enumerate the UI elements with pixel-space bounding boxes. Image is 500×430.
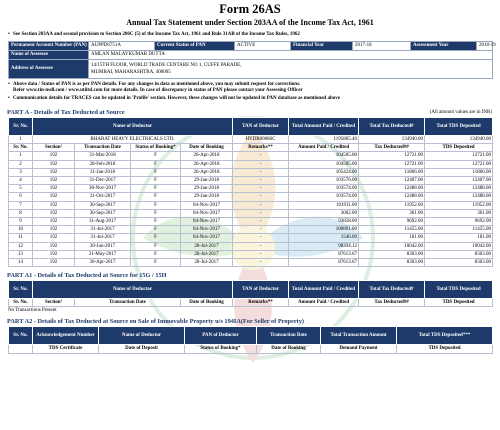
txn-booking-date: 04-Nov-2017 xyxy=(181,209,233,217)
txn-booking-date: 28-Jul-2017 xyxy=(181,250,233,258)
part-a1-header-amount-paid: Total Amount Paid / Credited xyxy=(289,281,359,299)
part-a1-header-srno: Sr. No. xyxy=(9,281,33,299)
part-a-sub-tax-deducted: Tax Deducted## xyxy=(359,144,425,152)
txn-date: 30-Sep-2017 xyxy=(75,209,131,217)
transaction-row xyxy=(9,234,493,242)
txn-amount-paid: 100891.00 xyxy=(289,226,359,234)
transaction-row xyxy=(9,201,493,209)
txn-status: F xyxy=(131,201,181,209)
part-a1-no-transactions: No Transactions Present xyxy=(8,308,57,314)
part-a2-header-tds-deposited: Total TDS Deposited*** xyxy=(397,327,493,345)
transaction-row xyxy=(9,259,493,267)
txn-booking-date: 26-Apr-2018 xyxy=(181,152,233,160)
txn-tds-deposited: 12407.00 xyxy=(425,177,493,185)
part-a-sub-amount-paid: Amount Paid / Credited xyxy=(289,144,359,152)
txn-srno: 8 xyxy=(9,209,33,217)
financial-year-label: Financial Year xyxy=(291,42,353,51)
txn-remarks: - xyxy=(233,234,289,242)
txn-amount-paid: 1546.00 xyxy=(289,234,359,242)
transaction-row xyxy=(9,177,493,185)
txn-srno: 3 xyxy=(9,168,33,176)
txn-srno: 2 xyxy=(9,160,33,168)
txn-remarks: - xyxy=(233,193,289,201)
part-a2-sub-blank xyxy=(9,345,33,353)
txn-section: 192 xyxy=(33,201,75,209)
txn-srno: 13 xyxy=(9,250,33,258)
txn-booking-date: 04-Nov-2017 xyxy=(181,234,233,242)
txn-remarks: - xyxy=(233,152,289,160)
inr-note: (All amount values are in INR) xyxy=(429,110,492,115)
part-a2-table xyxy=(8,326,493,353)
form-title: Form 26AS xyxy=(219,2,281,16)
transaction-row xyxy=(9,218,493,226)
pan-details-table xyxy=(8,41,496,79)
see-section-note: • See Section 203AA and second provision to Section 206C (5) of the Income Tax Act, 1961 and Rule 31AB of the Income Tax Rules, 1962 xyxy=(8,32,300,37)
part-a-sub-transaction-date: Transaction Date xyxy=(75,144,131,152)
txn-date: 30-Nov-2017 xyxy=(75,185,131,193)
txn-tds-deposited: 12488.00 xyxy=(425,185,493,193)
assessee-address-label: Address of Assessee xyxy=(9,60,89,79)
txn-status: F xyxy=(131,250,181,258)
pan-status-label: Current Status of PAN xyxy=(155,42,235,51)
statement-subtitle: Annual Tax Statement under Section 203AA of the Income Tax Act, 1961 xyxy=(126,18,374,27)
txn-tax-deducted: 11952.00 xyxy=(359,201,425,209)
txn-srno: 4 xyxy=(9,177,33,185)
txn-tds-deposited: 12721.00 xyxy=(425,152,493,160)
transaction-row xyxy=(9,152,493,160)
txn-booking-date: 29-Jan-2018 xyxy=(181,185,233,193)
part-a-title: PART A - Details of Tax Deducted at Source xyxy=(7,109,125,116)
txn-status: F xyxy=(131,193,181,201)
part-a-header-srno: Sr. No. xyxy=(9,118,33,136)
txn-tds-deposited: 11455.00 xyxy=(425,226,493,234)
txn-remarks: - xyxy=(233,209,289,217)
part-a-sub-status: Status of Booking* xyxy=(131,144,181,152)
txn-section: 192 xyxy=(33,242,75,250)
assessee-name-label: Name of Assessee xyxy=(9,51,89,60)
txn-amount-paid: 104505.00 xyxy=(289,160,359,168)
part-a1-sub-tax-deducted: Tax Deducted## xyxy=(359,299,425,307)
txn-section: 192 xyxy=(33,209,75,217)
txn-tax-deducted: 11866.00 xyxy=(359,168,425,176)
deductor-tax-deducted: 134940.00 xyxy=(359,136,425,144)
part-a2-header-transaction-amount: Total Transaction Amount xyxy=(321,327,397,345)
part-a2-sub-demand-payment: Demand Payment xyxy=(321,345,397,353)
txn-remarks: - xyxy=(233,201,289,209)
txn-date: 31-Jul-2017 xyxy=(75,226,131,234)
txn-remarks: - xyxy=(233,185,289,193)
part-a1-sub-amount-paid: Amount Paid / Credited xyxy=(289,299,359,307)
txn-status: F xyxy=(131,177,181,185)
txn-date: 31-Jan-2018 xyxy=(75,168,131,176)
part-a2-header-srno: Sr. No. xyxy=(9,327,33,345)
txn-remarks: - xyxy=(233,168,289,176)
txn-remarks: - xyxy=(233,218,289,226)
txn-status: F xyxy=(131,234,181,242)
part-a1-sub-transaction-date: Transaction Date xyxy=(75,299,181,307)
part-a-sub-remarks: Remarks** xyxy=(233,144,289,152)
transaction-row xyxy=(9,160,493,168)
part-a2-sub-date-of-deposit: Date of Deposit xyxy=(99,345,185,353)
transaction-row xyxy=(9,168,493,176)
txn-tax-deducted: 12488.00 xyxy=(359,193,425,201)
txn-tds-deposited: 361.00 xyxy=(425,209,493,217)
part-a1-sub-section: Section¹ xyxy=(33,299,75,307)
assessee-address-value xyxy=(89,60,493,79)
txn-tax-deducted: 12721.00 xyxy=(359,160,425,168)
part-a-header-amount-paid: Total Amount Paid / Credited xyxy=(289,118,359,136)
txn-amount-paid: 103574.00 xyxy=(289,185,359,193)
txn-tax-deducted: 12407.00 xyxy=(359,177,425,185)
txn-tds-deposited: 181.00 xyxy=(425,234,493,242)
transaction-row xyxy=(9,250,493,258)
txn-tax-deducted: 12721.00 xyxy=(359,152,425,160)
txn-tds-deposited: 12721.00 xyxy=(425,160,493,168)
transaction-row xyxy=(9,242,493,250)
txn-date: 31-May-2017 xyxy=(75,250,131,258)
txn-tds-deposited: 8303.00 xyxy=(425,250,493,258)
txn-date: 31-Oct-2017 xyxy=(75,193,131,201)
txn-srno: 1 xyxy=(9,152,33,160)
txn-tax-deducted: 10042.00 xyxy=(359,242,425,250)
part-a2-header-transaction-date: Transaction Date xyxy=(257,327,321,345)
part-a1-table xyxy=(8,280,493,307)
txn-booking-date: 28-Jul-2017 xyxy=(181,259,233,267)
txn-date: 31-Aug-2017 xyxy=(75,218,131,226)
financial-year-value: 2017-18 xyxy=(353,42,411,51)
txn-remarks: - xyxy=(233,160,289,168)
txn-booking-date: 26-Apr-2018 xyxy=(181,160,233,168)
part-a2-sub-tds-certificate: TDS Certificate xyxy=(33,345,99,353)
txn-status: F xyxy=(131,160,181,168)
txn-section: 192 xyxy=(33,218,75,226)
txn-booking-date: 04-Nov-2017 xyxy=(181,226,233,234)
txn-booking-date: 26-Apr-2018 xyxy=(181,168,233,176)
txn-remarks: - xyxy=(233,250,289,258)
txn-remarks: - xyxy=(233,242,289,250)
txn-section: 192 xyxy=(33,185,75,193)
part-a-subheader-row xyxy=(9,144,493,152)
txn-date: 30-Sep-2017 xyxy=(75,201,131,209)
txn-tds-deposited: 10042.00 xyxy=(425,242,493,250)
pan-data-note: • Above data / Status of PAN is as per PAN details. For any changes in data as mentioned above, you may submit request for corrections. xyxy=(8,82,301,87)
txn-amount-paid: 105424.00 xyxy=(289,168,359,176)
txn-tax-deducted: 181.00 xyxy=(359,234,425,242)
part-a1-header-deductor-name: Name of Deductor xyxy=(33,281,233,299)
see-section-text: See Section 203AA and second provision to Section 206C (5) of the Income Tax Act, 1961 and Rule 31AB of the Income Tax Rules, 1962 xyxy=(13,32,300,37)
txn-date: 30-Apr-2017 xyxy=(75,259,131,267)
part-a-sub-booking-date: Date of Booking xyxy=(181,144,233,152)
part-a1-header-tds-deposited: Total TDS Deposited xyxy=(425,281,493,299)
txn-tax-deducted: 361.00 xyxy=(359,209,425,217)
txn-tds-deposited: 9692.00 xyxy=(425,218,493,226)
txn-amount-paid: 103574.00 xyxy=(289,193,359,201)
txn-tds-deposited: 11866.00 xyxy=(425,168,493,176)
txn-date: 30-Jun-2017 xyxy=(75,242,131,250)
part-a1-header-tax-deducted: Total Tax Deducted# xyxy=(359,281,425,299)
txn-section: 192 xyxy=(33,226,75,234)
part-a-sub-section: Section¹ xyxy=(33,144,75,152)
txn-tax-deducted: 9692.00 xyxy=(359,218,425,226)
txn-srno: 12 xyxy=(9,242,33,250)
txn-section: 192 xyxy=(33,152,75,160)
txn-booking-date: 28-Jul-2017 xyxy=(181,242,233,250)
txn-status: F xyxy=(131,185,181,193)
txn-status: F xyxy=(131,168,181,176)
part-a1-header-tan: TAN of Deductor xyxy=(233,281,289,299)
part-a1-sub-booking-date: Date of Booking xyxy=(181,299,233,307)
txn-srno: 10 xyxy=(9,226,33,234)
txn-amount-paid: 101911.00 xyxy=(289,201,359,209)
part-a2-header-ack-number: Acknowledgement Number xyxy=(33,327,99,345)
deductor-amount-paid: 1195805.46 xyxy=(289,136,359,144)
txn-booking-date: 29-Jan-2018 xyxy=(181,193,233,201)
deductor-tds-deposited: 134940.00 xyxy=(425,136,493,144)
part-a1-subheader-row xyxy=(9,299,493,307)
part-a-header-deductor-name: Name of Deductor xyxy=(33,118,233,136)
txn-remarks: - xyxy=(233,259,289,267)
txn-status: F xyxy=(131,152,181,160)
part-a-header-tds-deposited: Total TDS Deposited xyxy=(425,118,493,136)
part-a2-header-deductor-pan: PAN of Deductor xyxy=(185,327,257,345)
transaction-row xyxy=(9,226,493,234)
txn-srno: 14 xyxy=(9,259,33,267)
pan-value: AUPPD6751A xyxy=(89,42,155,51)
transaction-row xyxy=(9,185,493,193)
txn-date: 31-Mar-2018 xyxy=(75,152,131,160)
txn-status: F xyxy=(131,226,181,234)
txn-tax-deducted: 8303.00 xyxy=(359,250,425,258)
communication-note-text: Communication details for TRACES can be updated in 'Profile' section. However, these changes will not be updated in PAN database as mentioned above xyxy=(13,96,340,101)
txn-booking-date: 29-Jan-2018 xyxy=(181,177,233,185)
txn-date: 28-Feb-2018 xyxy=(75,160,131,168)
txn-status: F xyxy=(131,209,181,217)
txn-section: 192 xyxy=(33,259,75,267)
part-a1-sub-remarks: Remarks** xyxy=(233,299,289,307)
communication-note: • Communication details for TRACES can be updated in 'Profile' section. However, these changes will not be updated in PAN database as mentioned above xyxy=(8,96,340,101)
txn-remarks: - xyxy=(233,177,289,185)
txn-amount-paid: 87613.67 xyxy=(289,259,359,267)
txn-srno: 11 xyxy=(9,234,33,242)
txn-status: F xyxy=(131,218,181,226)
part-a-sub-tds-deposited: TDS Deposited xyxy=(425,144,493,152)
txn-srno: 7 xyxy=(9,201,33,209)
txn-remarks: - xyxy=(233,226,289,234)
txn-tds-deposited: 8303.00 xyxy=(425,259,493,267)
txn-amount-paid: 93858.00 xyxy=(289,218,359,226)
txn-section: 192 xyxy=(33,234,75,242)
txn-booking-date: 04-Nov-2017 xyxy=(181,218,233,226)
transaction-row xyxy=(9,209,493,217)
assessee-name-value: AMLAN MALAYKUMAR DUTTA xyxy=(89,51,493,60)
txn-tax-deducted: 12488.00 xyxy=(359,185,425,193)
txn-srno: 5 xyxy=(9,185,33,193)
transaction-row xyxy=(9,193,493,201)
part-a1-title: PART A1 - Details of Tax Deducted at Source for 15G / 15H xyxy=(7,272,167,280)
txn-srno: 6 xyxy=(9,193,33,201)
txn-section: 192 xyxy=(33,250,75,258)
txn-tds-deposited: 12488.00 xyxy=(425,193,493,201)
address-line-2: MUMBAI, MAHARASHTRA, 400005 xyxy=(91,70,171,75)
part-a-header-tan: TAN of Deductor xyxy=(233,118,289,136)
txn-booking-date: 04-Nov-2017 xyxy=(181,201,233,209)
deductor-name: BHARAT HEAVY ELECTRICALS LTD. xyxy=(33,136,233,144)
part-a2-sub-tds-deposited: TDS Deposited xyxy=(397,345,493,353)
part-a2-title: PART A2 - Details of Tax Deducted at Source on Sale of Immovable Property u/s 194IA(For Seller of Property) xyxy=(7,318,304,326)
deductor-tan: HYDB00086C xyxy=(233,136,289,144)
txn-section: 192 xyxy=(33,193,75,201)
refer-links-note: Refer www.tin-nsdl.com / www.utiitsl.com for more details. In case of discrepancy in status of PAN please contact your Assessing Officer xyxy=(13,88,303,93)
txn-section: 192 xyxy=(33,177,75,185)
txn-status: F xyxy=(131,242,181,250)
deductor-row xyxy=(9,136,493,144)
txn-tax-deducted: 8303.00 xyxy=(359,259,425,267)
part-a1-sub-srno: Sr. No. xyxy=(9,299,33,307)
part-a-header-tax-deducted: Total Tax Deducted# xyxy=(359,118,425,136)
txn-section: 192 xyxy=(33,160,75,168)
txn-amount-paid: 3002.00 xyxy=(289,209,359,217)
part-a1-sub-tds-deposited: TDS Deposited xyxy=(425,299,493,307)
txn-date: 31-Jul-2017 xyxy=(75,234,131,242)
part-a-sub-srno: Sr. No. xyxy=(9,144,33,152)
assessment-year-value: 2018-19 xyxy=(477,42,493,51)
part-a2-subheader-row xyxy=(9,345,493,353)
txn-amount-paid: 103576.00 xyxy=(289,177,359,185)
txn-section: 192 xyxy=(33,168,75,176)
txn-tax-deducted: 11455.00 xyxy=(359,226,425,234)
txn-tds-deposited: 11952.00 xyxy=(425,201,493,209)
txn-date: 31-Dec-2017 xyxy=(75,177,131,185)
address-line-1: 14/15TH FLOOR, WORLD TRADE CENTARE NO 1, CUFFE PARADE, xyxy=(91,63,242,68)
part-a-table xyxy=(8,117,493,267)
part-a2-header-deductor-name: Name of Deductor xyxy=(99,327,185,345)
txn-srno: 9 xyxy=(9,218,33,226)
txn-amount-paid: 104505.00 xyxy=(289,152,359,160)
txn-amount-paid: 87613.67 xyxy=(289,250,359,258)
part-a2-sub-date-of-booking: Date of Booking xyxy=(257,345,321,353)
part-a2-sub-status-of-booking: Status of Booking* xyxy=(185,345,257,353)
assessment-year-label: Assessment Year xyxy=(411,42,477,51)
deductor-srno: 1 xyxy=(9,136,33,144)
txn-amount-paid: 98334.12 xyxy=(289,242,359,250)
pan-data-note-text: Above data / Status of PAN is as per PAN details. For any changes in data as mentioned above, you may submit request for corrections. xyxy=(13,82,301,87)
pan-label: Permanent Account Number (PAN) xyxy=(9,42,89,51)
txn-status: F xyxy=(131,259,181,267)
pan-status-value: ACTIVE xyxy=(235,42,291,51)
